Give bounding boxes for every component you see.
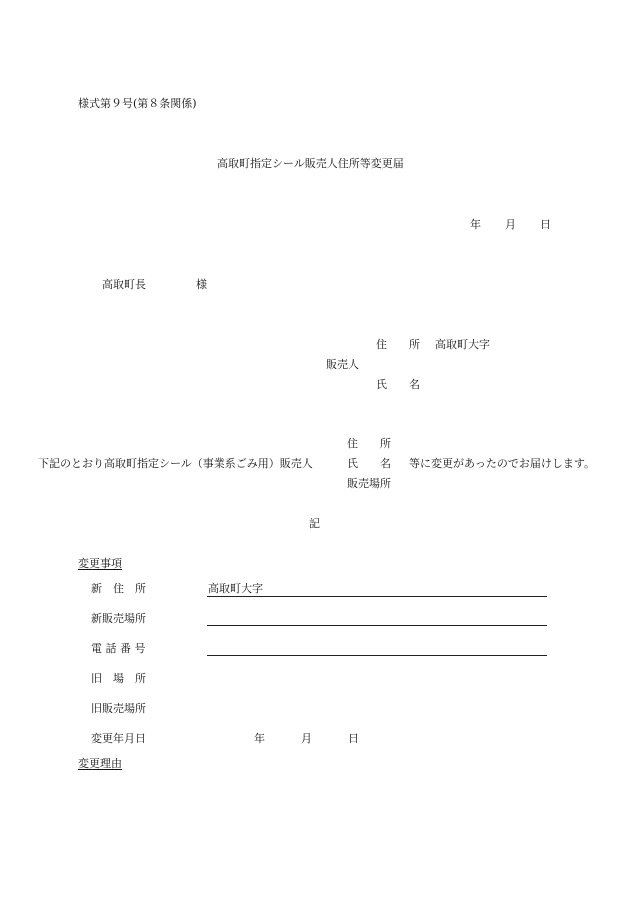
- form-number: 様式第９号(第８条関係): [78, 97, 197, 110]
- date-day: 日: [540, 218, 551, 231]
- changes-heading: 変更事項: [78, 557, 122, 570]
- new-place-label: 新販売場所: [91, 612, 146, 625]
- notice-address: 住 所: [347, 437, 391, 450]
- seller-role: 販売人: [326, 358, 359, 371]
- new-address-label: 新 住 所: [91, 582, 146, 595]
- date-month: 月: [505, 218, 516, 231]
- addressee-name: 高取町長: [102, 278, 146, 291]
- phone-line: [207, 655, 547, 656]
- reason-heading: 変更理由: [78, 757, 122, 770]
- change-date-year: 年: [254, 732, 265, 745]
- form-title: 高取町指定シール販売人住所等変更届: [217, 157, 404, 170]
- phone-label: 電 話 番 号: [91, 642, 146, 655]
- old-sales-place-label: 旧販売場所: [91, 702, 146, 715]
- change-date-month: 月: [301, 732, 312, 745]
- change-date-label: 変更年月日: [91, 732, 146, 745]
- ki-label: 記: [309, 517, 320, 530]
- date-year: 年: [470, 218, 481, 231]
- new-address-line: [207, 596, 547, 597]
- new-place-line: [207, 625, 547, 626]
- old-place-label: 旧 場 所: [91, 672, 146, 685]
- notice-name: 氏 名: [347, 457, 391, 470]
- seller-address-label: 住 所: [376, 338, 420, 351]
- notice-place: 販売場所: [347, 477, 391, 490]
- notice-tail: 等に変更があったのでお届けします。: [409, 457, 596, 470]
- seller-address-value: 高取町大字: [435, 338, 490, 351]
- new-address-value: 高取町大字: [208, 582, 263, 595]
- addressee-honorific: 様: [196, 278, 207, 291]
- change-date-day: 日: [348, 732, 359, 745]
- notice-text: 下記のとおり高取町指定シール（事業系ごみ用）販売人: [38, 457, 313, 470]
- seller-name-label: 氏 名: [376, 378, 420, 391]
